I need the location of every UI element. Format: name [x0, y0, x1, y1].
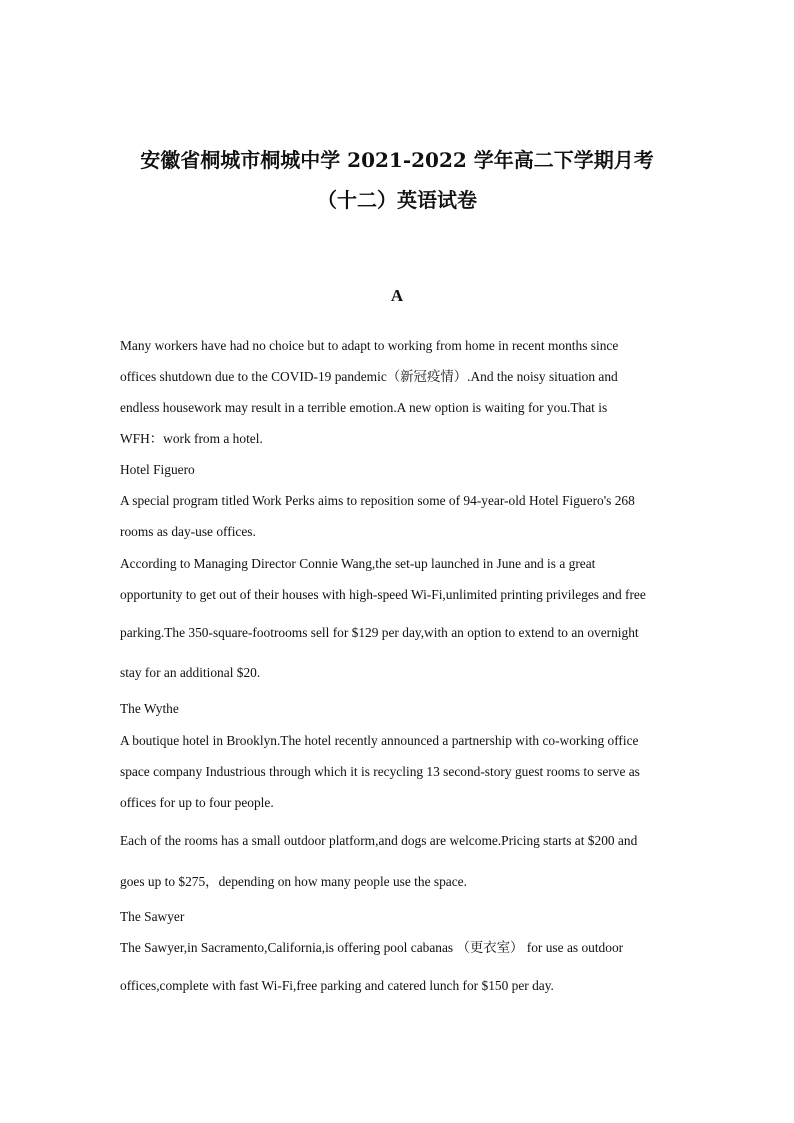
document-title-line-2: （十二）英语试卷 — [317, 188, 477, 212]
body-line: offices,complete with fast Wi-Fi,free parking and catered lunch for $150 per day. — [120, 978, 554, 993]
body-line: rooms as day-use offices. — [120, 524, 256, 539]
body-line: A boutique hotel in Brooklyn.The hotel recently announced a partnership with co-working office — [120, 733, 639, 748]
subheading-hotel-figuero: Hotel Figuero — [120, 462, 195, 477]
body-line: goes up to $275，depending on how many people use the space. — [120, 874, 467, 889]
body-line: parking.The 350-square-footrooms sell for $129 per day,with an option to extend to an overnight — [120, 625, 639, 640]
body-line: Each of the rooms has a small outdoor platform,and dogs are welcome.Pricing starts at $200 and — [120, 833, 638, 848]
document-title-line-1: 安徽省桐城市桐城中学 2021-2022 学年高二下学期月考 — [140, 148, 654, 172]
body-line: offices shutdown due to the COVID-19 pandemic（新冠疫情）.And the noisy situation and — [120, 369, 618, 384]
body-line: stay for an additional $20. — [120, 665, 261, 680]
body-line: According to Managing Director Connie Wang,the set-up launched in June and is a great — [120, 556, 596, 571]
section-heading: A — [390, 286, 404, 305]
body-line: offices for up to four people. — [120, 795, 274, 810]
body-line: space company Industrious through which it is recycling 13 second-story guest rooms to serve as — [120, 764, 640, 779]
subheading-the-wythe: The Wythe — [120, 701, 179, 716]
subheading-the-sawyer: The Sawyer — [120, 909, 185, 924]
body-line: WFH：work from a hotel. — [120, 431, 263, 446]
body-line: Many workers have had no choice but to adapt to working from home in recent months since — [120, 338, 619, 353]
body-line: The Sawyer,in Sacramento,California,is offering pool cabanas （更衣室） for use as outdoor — [120, 940, 624, 955]
body-line: opportunity to get out of their houses with high-speed Wi-Fi,unlimited printing privileges and free — [120, 587, 646, 602]
body-line: A special program titled Work Perks aims to reposition some of 94-year-old Hotel Figuero's 268 — [120, 493, 635, 508]
body-line: endless housework may result in a terrible emotion.A new option is waiting for you.That is — [120, 400, 608, 415]
